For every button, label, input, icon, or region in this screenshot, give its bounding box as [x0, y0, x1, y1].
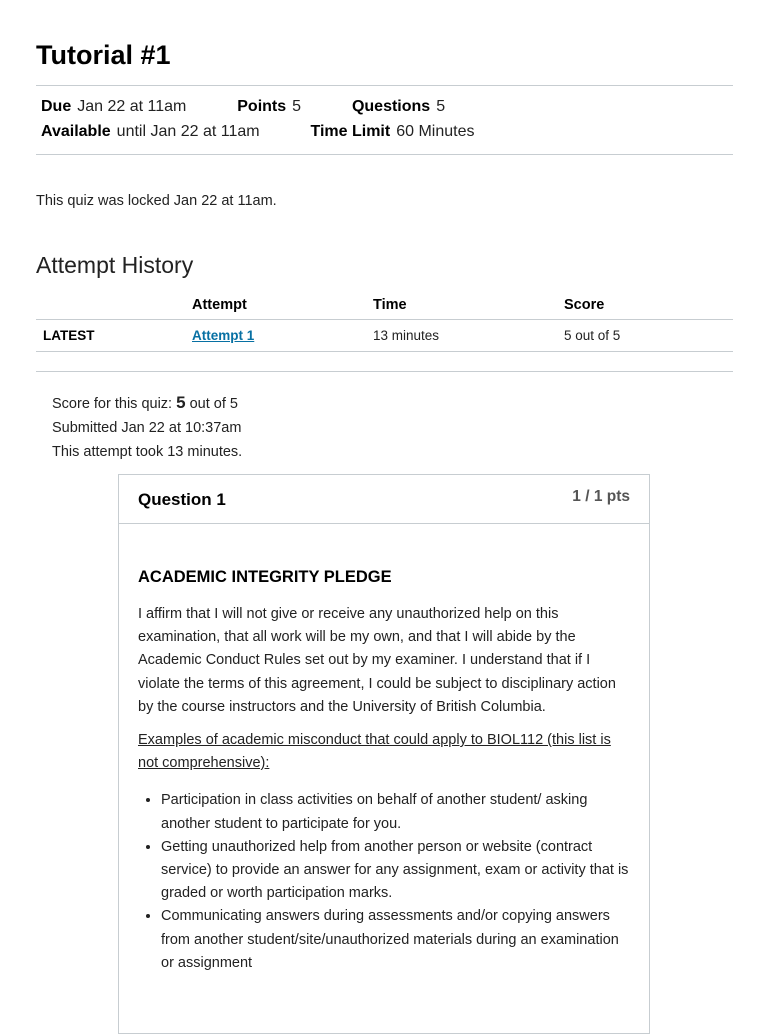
column-header-attempt: Attempt [192, 290, 373, 320]
score-summary [52, 391, 242, 464]
points-value: 5 [292, 98, 302, 115]
submitted-time: Submitted Jan 22 at 10:37am [52, 420, 242, 436]
question-name: Question 1 [138, 490, 226, 509]
score-suffix: out of 5 [185, 396, 238, 412]
attempt-time: 13 minutes [373, 320, 564, 352]
score-value: 5 [176, 393, 186, 412]
available-value: until Jan 22 at 11am [116, 123, 260, 140]
examples-heading: Examples of academic misconduct that could apply to BIOL112 (this list is not comprehensive): [138, 732, 611, 772]
attempt-history-heading: Attempt History [36, 252, 194, 278]
questions-value: 5 [436, 98, 446, 115]
list-item: • Participation in class activities on behalf of another student/ asking another student to participate for you. [161, 789, 630, 835]
divider [36, 154, 733, 155]
question-points: 1 / 1 pts [572, 488, 630, 505]
score-prefix: Score for this quiz: [52, 396, 177, 412]
attempt-duration: This attempt took 13 minutes. [52, 444, 243, 460]
examples-list [138, 789, 630, 975]
time-limit-value: 60 Minutes [396, 123, 475, 140]
time-limit-label: Time Limit [310, 123, 391, 140]
pledge-text: I affirm that I will not give or receive any unauthorized help on this examination, that all work will be my own, and that I will abide by the Academic Conduct Rules set out by my examiner. I understand that if I violate the terms of this agreement, I could be subject to disciplinary action by the course instructors and the University of British Columbia. [138, 606, 616, 715]
due-value: Jan 22 at 11am [77, 98, 187, 115]
list-item: • Getting unauthorized help from another person or website (contract service) to provide an answer for any assignment, exam or activity that is graded or worth participation marks. [161, 836, 630, 906]
quiz-meta-row-1 [41, 98, 445, 116]
pledge-title: ACADEMIC INTEGRITY PLEDGE [138, 568, 392, 586]
attempt-link[interactable]: Attempt 1 [192, 328, 255, 343]
latest-tag: LATEST [36, 320, 192, 352]
question-header [119, 475, 649, 524]
locked-notice: This quiz was locked Jan 22 at 11am. [36, 193, 277, 209]
quiz-title: Tutorial #1 [36, 40, 171, 70]
points-label: Points [237, 98, 287, 115]
due-label: Due [41, 98, 72, 115]
table-row [36, 320, 733, 352]
attempt-history-table [36, 290, 733, 352]
list-item: • Communicating answers during assessments and/or copying answers from another student/site/unauthorized materials during an examination or assignment [161, 905, 630, 975]
divider [36, 371, 733, 372]
available-label: Available [41, 123, 111, 140]
quiz-meta-row-2 [41, 123, 474, 141]
table-header-row [36, 290, 733, 320]
column-header-time: Time [373, 290, 564, 320]
question-card [118, 474, 650, 1034]
divider [36, 85, 733, 86]
score-line [52, 391, 242, 416]
attempt-score: 5 out of 5 [564, 320, 733, 352]
column-header [36, 290, 192, 320]
question-body [119, 568, 649, 975]
questions-label: Questions [351, 98, 431, 115]
column-header-score: Score [564, 290, 733, 320]
